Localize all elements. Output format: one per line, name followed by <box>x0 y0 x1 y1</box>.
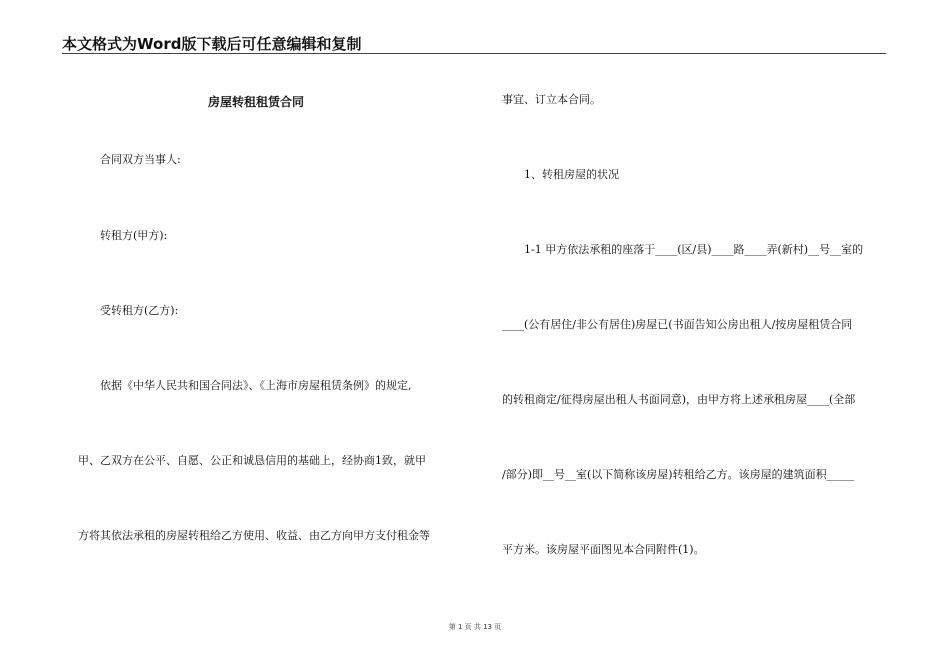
document-title: 房屋转租租赁合同 <box>208 95 305 109</box>
right-line-5: 的转租商定/征得房屋出租人书面同意)，由甲方将上述承租房屋____(全部 <box>502 393 856 406</box>
right-line-7: 平方米。该房屋平面图见本合同附件(1)。 <box>502 543 705 556</box>
right-line-6: /部分)即__号__室(以下简称该房屋)转租给乙方。该房屋的建筑面积_____ <box>502 468 855 481</box>
left-line-3: 受转租方(乙方): <box>100 304 179 317</box>
right-line-1: 事宜、订立本合同。 <box>502 93 601 106</box>
left-line-6: 方将其依法承租的房屋转租给乙方使用、收益、由乙方向甲方支付租金等 <box>78 529 430 542</box>
page-footer: 第 1 页 共 13 页 <box>448 623 502 631</box>
left-line-1: 合同双方当事人: <box>100 153 181 166</box>
right-line-2: 1、转租房屋的状况 <box>524 168 619 181</box>
left-line-4: 依据《中华人民共和国合同法》、《上海市房屋租赁条例》的规定, <box>100 379 412 392</box>
left-line-2: 转租方(甲方): <box>100 229 168 242</box>
left-line-5: 甲、乙双方在公平、自愿、公正和诚恳信用的基础上，经协商1致，就甲 <box>78 454 426 467</box>
header-title: 本文格式为Word版下载后可任意编辑和复制 <box>62 35 362 53</box>
right-line-4: ____(公有居住/非公有居住)房屋已(书面告知公房出租人/按房屋租赁合同 <box>502 318 853 331</box>
header-rule <box>62 53 886 54</box>
right-line-3: 1-1 甲方依法承租的座落于____(区/县)____路____弄(新村)__号__室的 <box>524 243 864 256</box>
